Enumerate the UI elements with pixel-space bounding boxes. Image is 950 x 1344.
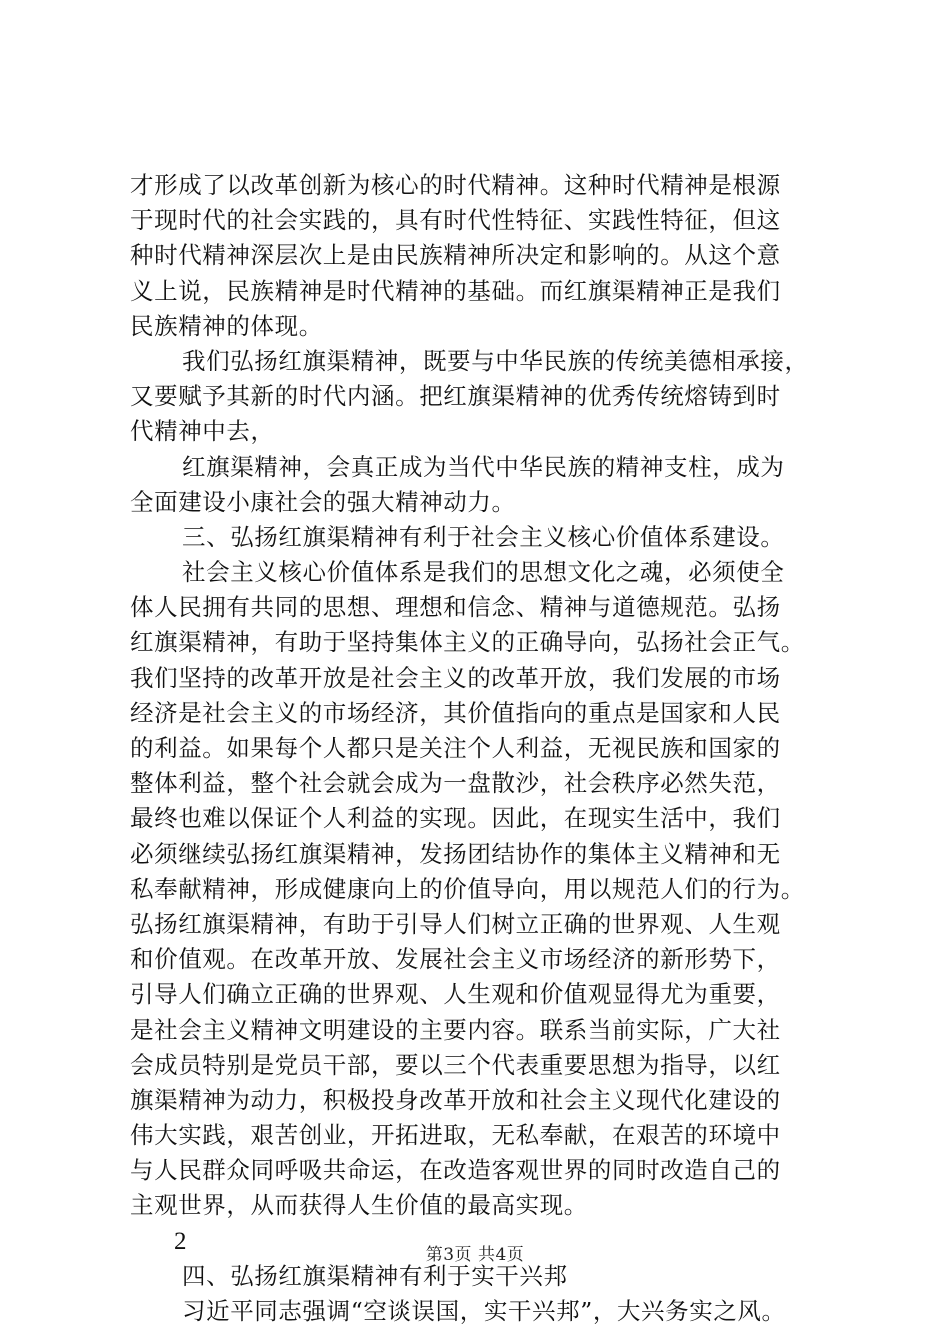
text-line: 和价值观。在改革开放、发展社会主义市场经济的新形势下，	[130, 945, 781, 974]
text-line: 是社会主义精神文明建设的主要内容。联系当前实际，广大社	[130, 1015, 781, 1044]
text-line: 引导人们确立正确的世界观、人生观和价值观显得尤为重要，	[130, 980, 781, 1009]
text-line: 于现时代的社会实践的，具有时代性特征、实践性特征，但这	[130, 206, 781, 235]
text-line: 体人民拥有共同的思想、理想和信念、精神与道德规范。弘扬	[130, 593, 781, 622]
page-footer: 第3页 共4页	[425, 1245, 525, 1265]
section-heading: 四、弘扬红旗渠精神有利于实干兴邦	[182, 1261, 568, 1290]
inline-page-number: 2	[174, 1227, 188, 1255]
paragraph-start-line: 红旗渠精神，会真正成为当代中华民族的精神支柱，成为	[182, 452, 785, 481]
text-line: 的利益。如果每个人都只是关注个人利益，无视民族和国家的	[130, 734, 781, 762]
text-line: 私奉献精神，形成健康向上的价值导向，用以规范人们的行为。	[130, 874, 805, 903]
text-line: 又要赋予其新的时代内涵。把红旗渠精神的优秀传统熔铸到时	[130, 382, 781, 411]
text-line: 义上说，民族精神是时代精神的基础。而红旗渠精神正是我们	[130, 276, 781, 305]
text-line: 弘扬红旗渠精神，有助于引导人们树立正确的世界观、人生观	[130, 909, 781, 938]
text-line: 整体利益，整个社会就会成为一盘散沙，社会秩序必然失范，	[130, 769, 781, 798]
text-line: 经济是社会主义的市场经济，其价值指向的重点是国家和人民	[130, 698, 781, 727]
paragraph-start-line: 我们弘扬红旗渠精神，既要与中华民族的传统美德相承接，	[182, 346, 809, 375]
text-line: 我们坚持的改革开放是社会主义的改革开放，我们发展的市场	[130, 663, 781, 692]
document-body	[130, 168, 852, 1329]
paragraph-start-line: 习近平同志强调“空谈误国，实干兴邦”，大兴务实之风。	[182, 1297, 786, 1325]
text-line: 主观世界，从而获得人生价值的最高实现。	[130, 1191, 588, 1220]
section-heading: 三、弘扬红旗渠精神有利于社会主义核心价值体系建设。	[182, 522, 785, 551]
text-line: 最终也难以保证个人利益的实现。因此，在现实生活中，我们	[130, 804, 781, 833]
text-line: 才形成了以改革创新为核心的时代精神。这种时代精神是根源	[130, 171, 781, 199]
text-line: 民族精神的体现。	[130, 311, 323, 340]
text-line: 与人民群众同呼吸共命运，在改造客观世界的同时改造自己的	[130, 1156, 781, 1185]
text-line: 伟大实践，艰苦创业，开拓进取，无私奉献，在艰苦的环境中	[130, 1121, 781, 1150]
text-line: 红旗渠精神，有助于坚持集体主义的正确导向，弘扬社会正气。	[130, 628, 805, 657]
text-line: 代精神中去，	[130, 417, 275, 446]
text-line: 种时代精神深层次上是由民族精神所决定和影响的。从这个意	[130, 241, 781, 270]
text-line: 全面建设小康社会的强大精神动力。	[130, 487, 516, 516]
text-line: 必须继续弘扬红旗渠精神，发扬团结协作的集体主义精神和无	[130, 839, 781, 868]
text-line: 旗渠精神为动力，积极投身改革开放和社会主义现代化建设的	[130, 1085, 781, 1114]
text-line: 会成员特别是党员干部，要以三个代表重要思想为指导，以红	[130, 1050, 781, 1079]
paragraph-start-line: 社会主义核心价值体系是我们的思想文化之魂，必须使全	[182, 558, 785, 587]
